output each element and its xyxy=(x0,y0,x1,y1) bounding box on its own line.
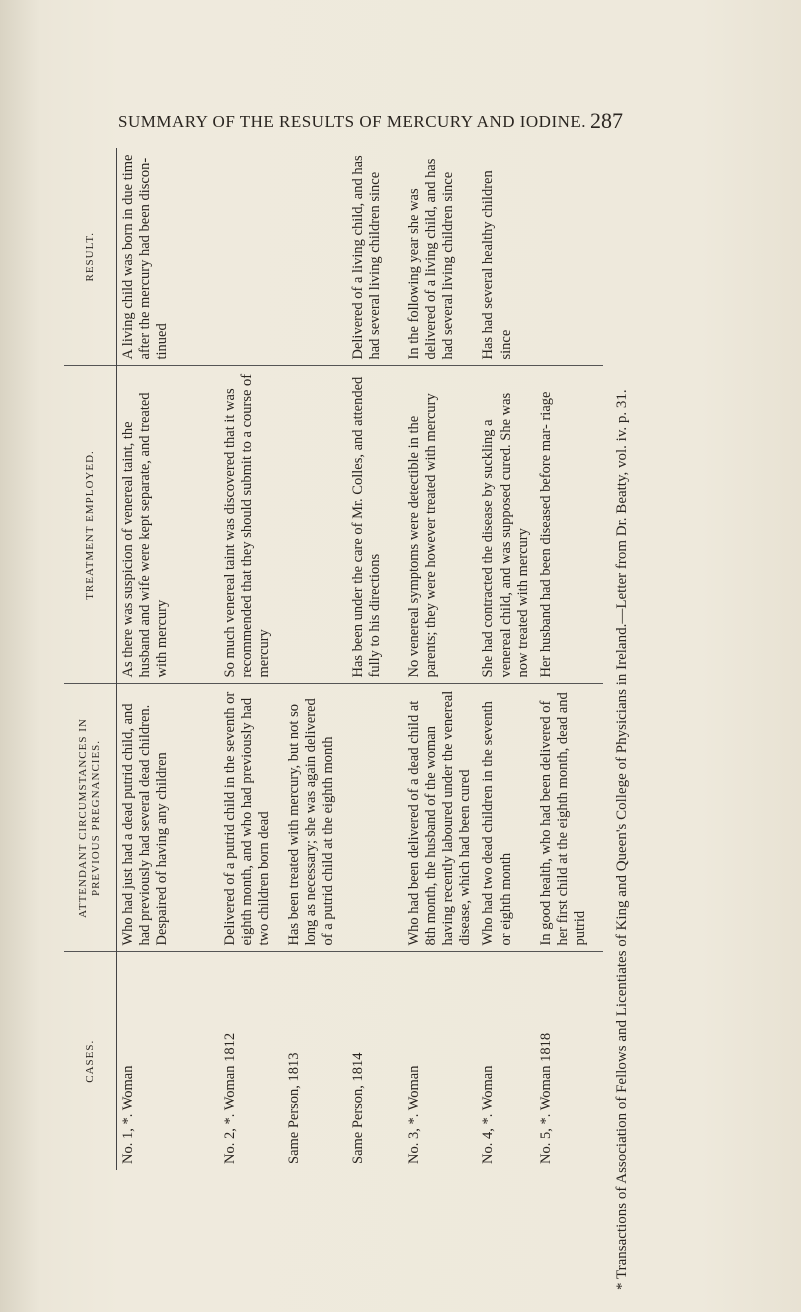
treatment-cell: No venereal symptoms were detectible in the parents; they were however treated with mercury xyxy=(403,366,477,684)
circumstances-cell: In good health, who had been delivered of her first child at the eighth month, dead and putrid xyxy=(535,684,603,952)
table-row xyxy=(347,148,403,1170)
table-row xyxy=(283,148,347,1170)
case-cell: Same Person, 1814 xyxy=(347,952,403,1170)
case-cell: No. 2, *. Woman 1812 xyxy=(219,952,283,1170)
treatment-cell: As there was suspicion of venereal taint, the husband and wife were kept separate, and treated with mercury xyxy=(117,366,220,684)
treatment-cell: Has been under the care of Mr. Colles, and attended fully to his directions xyxy=(347,366,403,684)
result-cell: In the following year she was delivered of a living child, and has had several living children since xyxy=(406,158,457,360)
treatment-cell: So much venereal taint was discovered that it was recommended that they should submit to a course of mercury xyxy=(219,366,283,684)
footnote: * Transactions of Association of Fellows and Licentiates of King and Queen's College of Physicians in Ireland.—Letter from Dr. Beatty, vol. iv. p. 31. xyxy=(614,389,630,1290)
header-circumstances: ATTENDANT CIRCUMSTANCES IN PREVIOUS PREGNANCIES. xyxy=(64,684,117,952)
case-cell: Same Person, 1813 xyxy=(283,952,347,1170)
result-cell: Has had several healthy children since xyxy=(480,170,514,360)
case-cell: No. 1, *. Woman xyxy=(117,952,220,1170)
table-row xyxy=(219,148,283,1170)
circumstances-cell: Who had just had a dead putrid child, and had previously had several dead children. Despaired of having any children xyxy=(117,684,220,952)
result-cell: A living child was born in due time after the mercury had been discon- tinued xyxy=(120,154,171,360)
case-cell: No. 3, *. Woman xyxy=(403,952,477,1170)
circumstances-cell xyxy=(347,684,403,952)
page-number: 287 xyxy=(590,108,623,133)
table-header-row xyxy=(64,148,117,1170)
treatment-cell: Her husband had been diseased before mar- riage xyxy=(535,366,603,684)
circumstances-cell: Delivered of a putrid child in the seventh or eighth month, and who had previously had two children born dead xyxy=(219,684,283,952)
circumstances-cell: Has been treated with mercury, but not so long as necessary; she was again delivered of a putrid child at the eighth month xyxy=(283,684,347,952)
page-title: SUMMARY OF THE RESULTS OF MERCURY AND IODINE. xyxy=(118,112,587,131)
table-row xyxy=(117,148,220,1170)
case-cell: No. 5, *. Woman 1818 xyxy=(535,952,603,1170)
result-cell xyxy=(219,148,283,366)
treatment-cell xyxy=(283,366,347,684)
case-results-table xyxy=(64,148,603,1170)
result-cell xyxy=(535,148,603,366)
case-cell: No. 4, *. Woman xyxy=(477,952,534,1170)
header-treatment: TREATMENT EMPLOYED. xyxy=(64,366,117,684)
header-result: RESULT. xyxy=(64,148,117,366)
result-cell xyxy=(283,148,347,366)
circumstances-cell: Who had two dead children in the seventh or eighth month xyxy=(477,684,534,952)
table-row xyxy=(477,148,534,1170)
table-row xyxy=(535,148,603,1170)
treatment-cell: She had contracted the disease by suckling a venereal child, and was supposed cured. She was now treated with mercury xyxy=(477,366,534,684)
rotated-table-container xyxy=(64,148,592,1170)
circumstances-cell: Who had been delivered of a dead child at 8th month, the husband of the woman having recently laboured under the venereal disease, which had been cured xyxy=(403,684,477,952)
header-cases: CASES. xyxy=(64,952,117,1170)
result-cell: Delivered of a living child, and has had several living children since xyxy=(350,155,384,360)
running-header xyxy=(0,108,801,138)
table-row xyxy=(403,148,477,1170)
